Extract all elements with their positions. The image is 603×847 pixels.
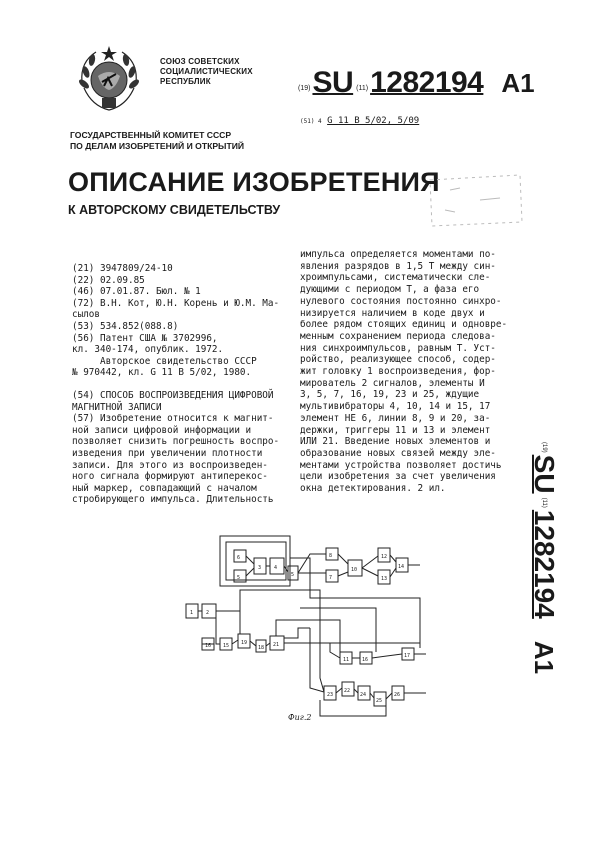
- union-line: СОЦИАЛИСТИЧЕСКИХ: [160, 67, 253, 76]
- svg-text:12: 12: [381, 554, 388, 560]
- svg-text:18: 18: [258, 645, 265, 651]
- abstract-line: низируется наличием в коде двух и: [300, 307, 485, 319]
- biblio-line: (21) 3947809/24-10: [72, 263, 173, 274]
- svg-text:11: 11: [343, 657, 350, 663]
- abstract-continuation: [300, 249, 536, 495]
- svg-text:4: 4: [274, 565, 278, 571]
- svg-text:5: 5: [237, 575, 241, 581]
- abstract-line: мультивибраторы 4, 10, 14 и 15, 17: [300, 401, 491, 413]
- biblio-line: МАГНИТНОЙ ЗАПИСИ: [72, 401, 162, 413]
- side-kind-code: A1: [529, 640, 560, 675]
- abstract-line: импульса определяется моментами по-: [300, 249, 496, 260]
- svg-text:5: 5: [291, 572, 295, 578]
- figure-caption: Фиг.2: [288, 713, 312, 722]
- svg-text:6: 6: [237, 555, 241, 561]
- abstract-line: элемент НЕ 6, линии 8, 9 и 20, за-: [300, 412, 491, 424]
- abstract-line: держки, триггеры 11 и 13 и элемент: [300, 424, 491, 436]
- svg-text:25: 25: [376, 698, 383, 704]
- svg-text:7: 7: [329, 575, 333, 581]
- svg-text:10: 10: [351, 567, 358, 573]
- abstract-line: образование новых связей между эле-: [300, 447, 496, 459]
- svg-text:16: 16: [205, 643, 212, 649]
- side-inid-code-11: (11): [541, 497, 547, 508]
- biblio-line: записи. Для этого из воспроизведен-: [72, 459, 268, 471]
- inid-code-11: (11): [356, 85, 369, 92]
- ipc-classification: [300, 116, 419, 126]
- country-code: SU: [312, 66, 354, 99]
- biblio-line: (72) В.Н. Кот, Ю.Н. Корень и Ю.М. Ма-: [72, 297, 280, 309]
- patent-number: 1282194: [370, 66, 484, 99]
- svg-text:3: 3: [258, 565, 262, 571]
- svg-text:22: 22: [344, 688, 351, 694]
- biblio-line: сылов: [72, 309, 100, 321]
- side-patent-number: 1282194: [529, 509, 560, 619]
- abstract-line: цели изобретения за счет увеличения: [300, 471, 496, 483]
- abstract-line: ройство, реализующее способ, содер-: [300, 354, 496, 366]
- union-line: СОЮЗ СОВЕТСКИХ: [160, 57, 240, 66]
- inid-code-51: (51) 4: [300, 118, 322, 125]
- bibliographic-data: [72, 263, 302, 506]
- biblio-line: ного сигнала формируют антиперекос-: [72, 471, 268, 483]
- abstract-line: жит головку 1 воспроизведения, фор-: [300, 366, 496, 378]
- committee-line: ПО ДЕЛАМ ИЗОБРЕТЕНИЙ И ОТКРЫТИЙ: [70, 141, 245, 151]
- svg-text:16: 16: [362, 657, 369, 663]
- svg-text:2: 2: [206, 610, 210, 616]
- svg-text:8: 8: [329, 553, 333, 559]
- svg-text:13: 13: [381, 576, 388, 582]
- side-country-code: SU: [529, 454, 560, 494]
- kind-code: A1: [501, 68, 535, 98]
- abstract-line: ния синхроимпульсов, равным Т. Уст-: [300, 342, 496, 354]
- side-publication-number: [516, 440, 572, 685]
- committee-line: ГОСУДАРСТВЕННЫЙ КОМИТЕТ СССР: [70, 130, 232, 140]
- svg-text:26: 26: [394, 692, 401, 698]
- abstract-line: явления разрядов в 1,5 Т между син-: [300, 260, 496, 272]
- biblio-line: (56) Патент США № 3702996,: [72, 332, 218, 344]
- document-subtitle: К АВТОРСКОМУ СВИДЕТЕЛЬСТВУ: [68, 203, 281, 217]
- biblio-line: (22) 02.09.85: [72, 274, 145, 286]
- svg-text:24: 24: [360, 692, 367, 698]
- side-inid-code-19: (19): [541, 442, 547, 453]
- circuit-diagram: [180, 528, 430, 728]
- biblio-line: (54) СПОСОБ ВОСПРОИЗВЕДЕНИЯ ЦИФРОВОЙ: [72, 389, 274, 401]
- biblio-line: кл. 340-174, опублик. 1972.: [72, 344, 224, 356]
- biblio-line: № 970442, кл. G 11 B 5/02, 1980.: [72, 367, 252, 379]
- biblio-line: ной записи цифровой информации и: [72, 424, 252, 436]
- biblio-line: изведения при увеличении плотности: [72, 447, 263, 459]
- abstract-line: дующими с периодом Т, а фаза его: [300, 284, 480, 296]
- biblio-line: ный маркер, совпадающий с началом: [72, 482, 257, 494]
- ipc-codes: G 11 B 5/02, 5/09: [327, 116, 420, 126]
- abstract-line: окна детектирования. 2 ил.: [300, 483, 446, 495]
- abstract-line: ИЛИ 21. Введение новых элементов и: [300, 436, 491, 448]
- abstract-line: 3, 5, 7, 16, 19, 23 и 25, ждущие: [300, 389, 480, 401]
- committee-name: [70, 130, 244, 152]
- union-line: РЕСПУБЛИК: [160, 77, 211, 86]
- biblio-line: [72, 379, 302, 390]
- inid-code-19: (19): [298, 85, 311, 92]
- svg-text:14: 14: [398, 564, 405, 570]
- svg-text:17: 17: [404, 653, 411, 659]
- svg-text:21: 21: [273, 642, 280, 648]
- abstract-line: мирователь 2 сигналов, элементы И: [300, 377, 485, 389]
- document-title: ОПИСАНИЕ ИЗОБРЕТЕНИЯ: [68, 167, 440, 197]
- biblio-line: стробирующего импульса. Длительность: [72, 494, 274, 506]
- abstract-line: более рядом стоящих единиц и одновре-: [300, 319, 508, 331]
- svg-text:15: 15: [223, 643, 230, 649]
- biblio-line: позволяет снизить погрешность воспро-: [72, 436, 280, 448]
- svg-text:19: 19: [241, 640, 248, 646]
- state-emblem-icon: [72, 42, 146, 116]
- biblio-line: (46) 07.01.87. Бюл. № 1: [72, 286, 201, 298]
- svg-text:23: 23: [327, 692, 334, 698]
- union-name: [160, 57, 280, 87]
- biblio-line: (57) Изобретение относится к магнит-: [72, 413, 274, 425]
- publication-number: [298, 64, 535, 98]
- biblio-line: (53) 534.852(088.8): [72, 320, 179, 332]
- biblio-line: Авторское свидетельство СССР: [72, 355, 257, 367]
- abstract-line: менным сохранением периода следова-: [300, 330, 496, 342]
- svg-text:1: 1: [190, 610, 194, 616]
- abstract-line: ментами устройства позволяет достичь: [300, 459, 502, 471]
- abstract-line: хроимпульсами, систематически сле-: [300, 272, 491, 284]
- abstract-line: нулевого состояния постоянно синхро-: [300, 295, 502, 307]
- stamp-mark-icon: [420, 160, 530, 230]
